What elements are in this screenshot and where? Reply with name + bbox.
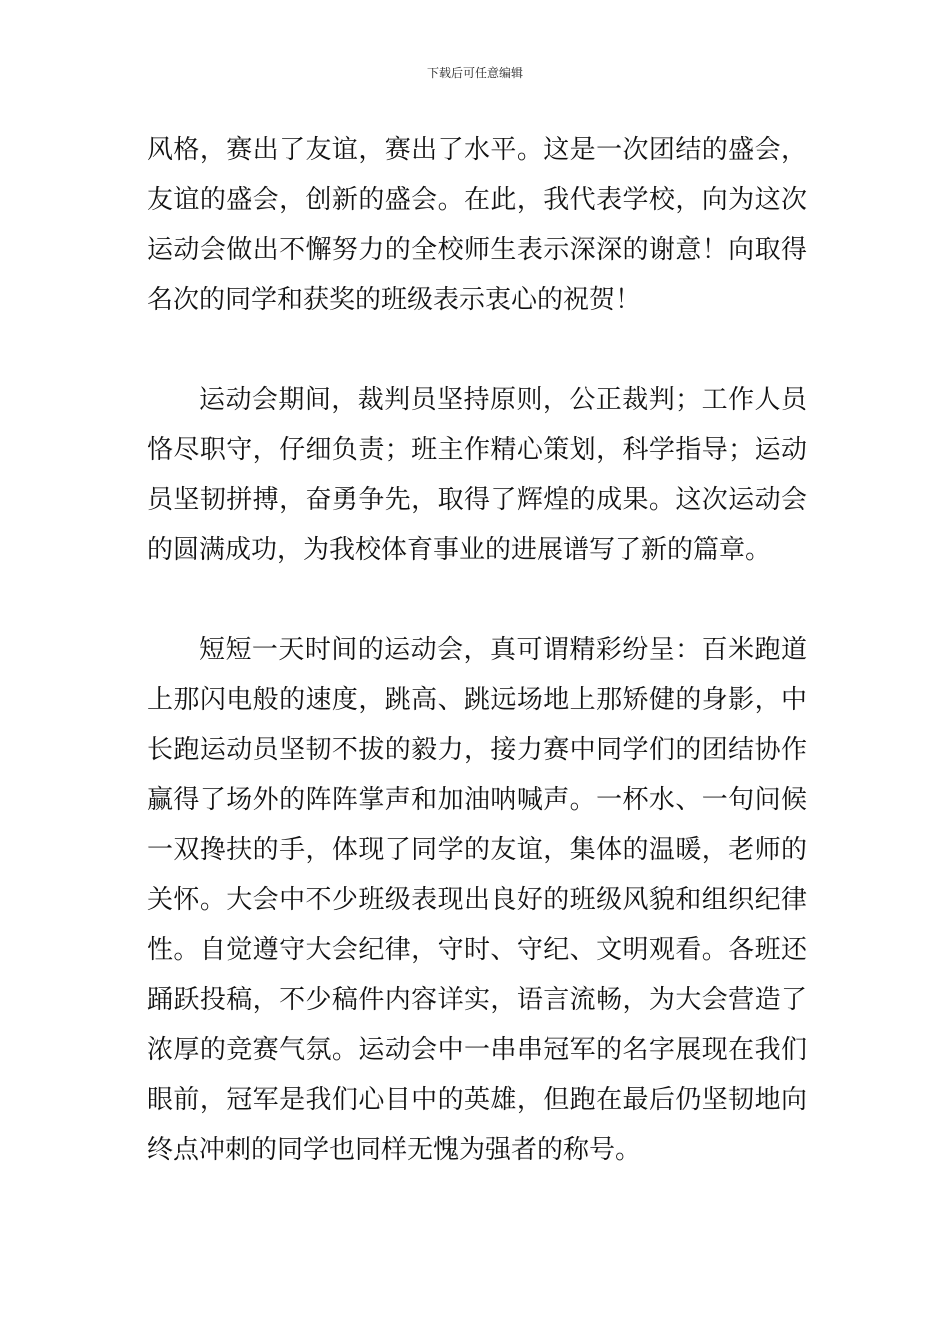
document-body [147,125,807,1175]
paragraph-gap [147,575,807,625]
paragraph-1: 风格，赛出了友谊，赛出了水平。这是一次团结的盛会，友谊的盛会，创新的盛会。在此，我代表学校，向为这次运动会做出不懈努力的全校师生表示深深的谢意！向取得名次的同学和获奖的班级表示衷心的祝贺！ [147,135,807,315]
paragraph-3: 短短一天时间的运动会，真可谓精彩纷呈：百米跑道上那闪电般的速度，跳高、跳远场地上那矫健的身影，中长跑运动员坚韧不拔的毅力，接力赛中同学们的团结协作赢得了场外的阵阵掌声和加油呐喊声。一杯水、一句问候一双搀扶的手，体现了同学的友谊，集体的温暖，老师的关怀。大会中不少班级表现出良好的班级风貌和组织纪律性。自觉遵守大会纪律，守时、守纪、文明观看。各班还踊跃投稿，不少稿件内容详实，语言流畅，为大会营造了浓厚的竞赛气氛。运动会中一串串冠军的名字展现在我们眼前，冠军是我们心目中的英雄，但跑在最后仍坚韧地向终点冲刺的同学也同样无愧为强者的称号。 [147,635,807,1165]
paragraph-gap [147,325,807,375]
page-header-note: 下载后可任意编辑 [426,66,523,80]
paragraph-2: 运动会期间，裁判员坚持原则，公正裁判；工作人员恪尽职守，仔细负责；班主作精心策划，科学指导；运动员坚韧拼搏，奋勇争先，取得了辉煌的成果。这次运动会的圆满成功，为我校体育事业的进展谱写了新的篇章。 [147,385,807,565]
